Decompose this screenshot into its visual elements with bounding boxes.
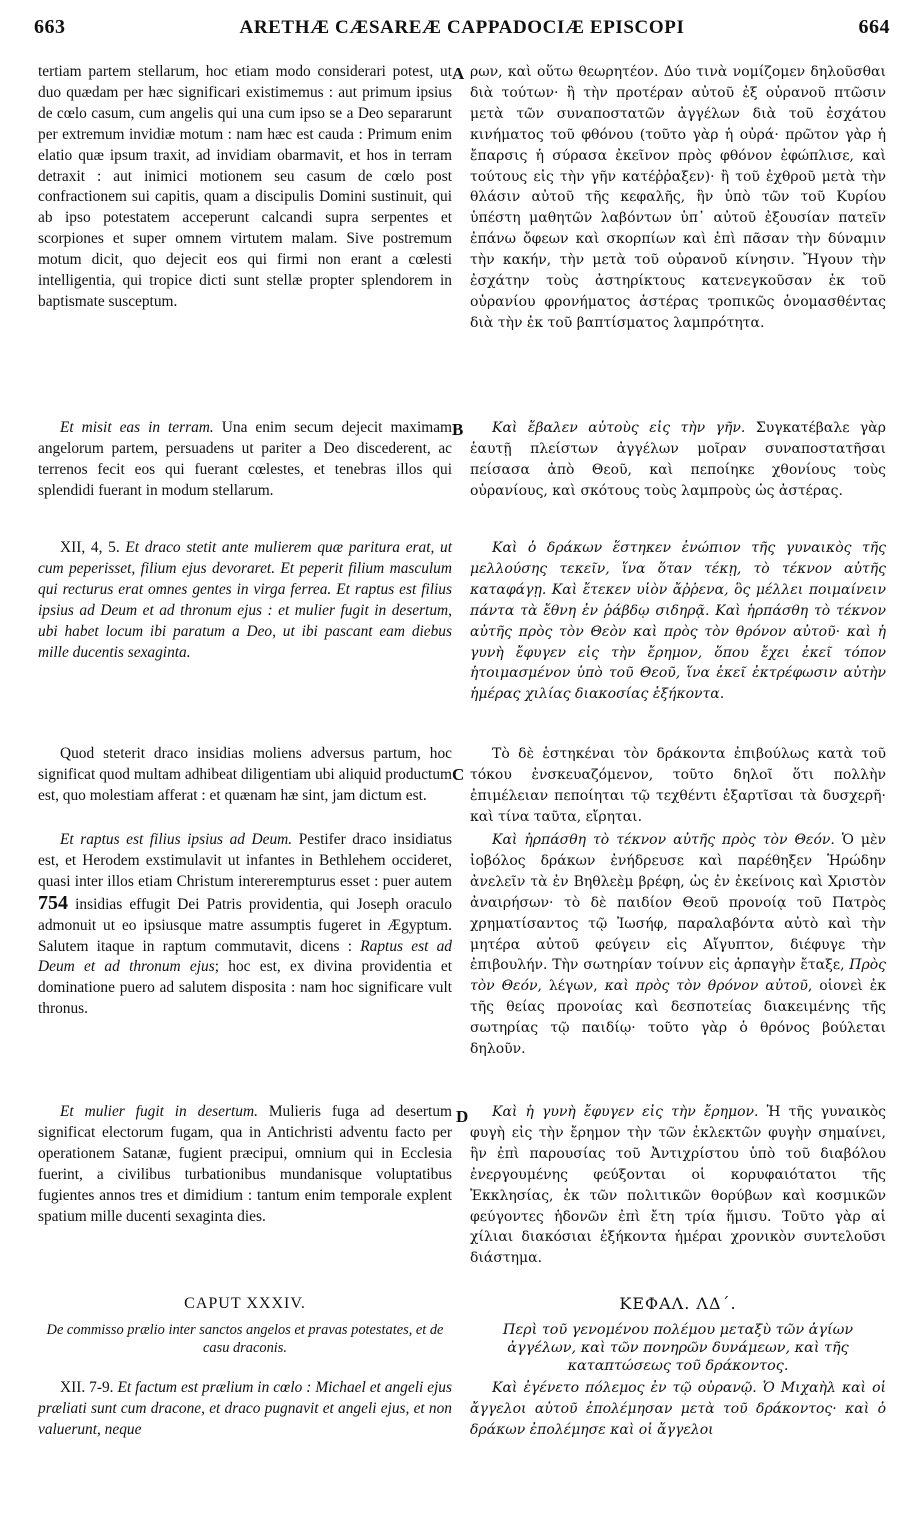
latin-paragraph: tertiam partem stellarum, hoc etiam modo considerari potest, ut duo quædam per hæc significari existimemus : aut primum ipsius de cœlo casum, cum angelis qui una cum ipso se a Deo separarunt per extremum invidiæ motum : nam hæc est cauda : Primum enim elatio quæ ipsum traxit, ad invidiam obarmavit, et hos in terram detraxit : aut inimici motionem seu casum de cœlo post confractionem sui capitis, quam a discipulis Domini sustinuit, qui ab ipso potestatem acceperunt calcandi supra serpentes et scorpiones et super omnem virtutem malam. Sive postremum motum dicit, quo dejecit eos qui firmi non erant a cœlesti intelligentia, qui tropice dicti sunt stellæ propter splendorem in baptismate susceptum.	[38, 63, 452, 310]
latin-verse: XII, 4, 5. Et draco stetit ante mulierem quæ paritura erat, ut cum peperisset, filium ejus devoraret. Et peperit filium masculum qui recturus erat omnes gentes in virga ferrea. Et raptus est filius ipsius ad Deum et ad thronum ejus : et mulier fugit in desertum, ubi habet locum ibi paratum a Deo, ut ibi pascant eam diebus mille ducentis sexaginta.	[38, 539, 452, 661]
page-header	[34, 16, 890, 46]
greek-verse: Καὶ ἐγένετο πόλεμος ἐν τῷ οὐρανῷ. Ὁ Μιχαὴλ καὶ οἱ ἄγγελοι αὐτοῦ ἐπολέμησαν μετὰ τοῦ δράκοντος· καὶ ὁ δράκων ἐπολέμησε καὶ οἱ ἄγγελοι	[470, 1380, 886, 1438]
latin-verse: XII. 7-9. Et factum est prælium in cœlo : Michael et angeli ejus præliati sunt cum dracone, et draco pugnavit et angeli ejus, et non valuerunt, neque	[38, 1379, 452, 1438]
running-title: ARETHÆ CÆSAREÆ CAPPADOCIÆ EPISCOPI	[239, 17, 685, 38]
margin-letter-c: C	[452, 765, 465, 784]
page-number-left: 663	[34, 16, 66, 38]
latin-paragraph: Et misit eas in terram. Una enim secum dejecit maximam angelorum partem, persuadens ut pariter a Deo discederent, ac terrenos fecit eos qui fuerant cœlestes, et tenebras illos qui splendidi fuerant in modum stellarum.	[38, 419, 452, 499]
margin-letter-d: D	[456, 1107, 469, 1126]
page-number-right: 664	[858, 16, 890, 38]
greek-paragraph: Καὶ ἡρπάσθη τὸ τέκνον αὐτῆς πρὸς τὸν Θεόν. Ὁ μὲν ἰοβόλος δράκων ἐνήδρευσε καὶ παρέθηξεν Ἡρώδην ἀνελεῖν τὰ ἐν Βηθλεὲμ βρέφη, ὡς ἐν ἐκείνοις καὶ Χριστὸν ἀναιρήσων· τὸ δὲ παιδίον Θεοῦ προνοίᾳ τοῦ Πατρὸς χρηματίσαντος τῷ Ἰωσήφ, παραλαβόντα αὐτὸ καὶ τὴν μητέρα αὐτοῦ φεύγειν εἰς Αἴγυπτον, διέφυγε τὴν ἐπιβουλήν. Τὴν σωτηρίαν τοίνυν εἰς ἁρπαγὴν ἔταξε, Πρὸς τὸν Θεόν, λέγων, καὶ πρὸς τὸν θρόνον αὐτοῦ, οἱονεὶ ἐκ τῆς θείας προνοίας καὶ δεσποτείας διακειμένης τῆς σωτηρίας τῷ παιδίῳ· τοῦτο γὰρ ὁ θρόνος βούλεται δηλοῦν.	[470, 832, 887, 1058]
latin-paragraph: Et mulier fugit in desertum. Mulieris fuga ad desertum significat electorum fugam, qua in Antichristi adventu facto per operationem Satanæ, fugient præcipui, omnium qui in Ecclesia fuerint, a civilibus turbationibus mundanisque voluptatibus fugientes annos tres et dimidium : tantum enim temporale explent spatium mille ducenti sexaginta dies.	[38, 1103, 452, 1225]
greek-paragraph: Καὶ ἡ γυνὴ ἔφυγεν εἰς τὴν ἔρημον. Ἡ τῆς γυναικὸς φυγὴ εἰς τὴν ἔρημον τὴν τῶν ἐκλεκτῶν φυγὴν σημαίνει, ἣν ἐπὶ παρουσίας τοῦ Ἀντιχρίστου ὑπὸ τοῦ διαβόλου ἐνεργουμένης φεύξονται οἱ κορυφαιότατοι τῆς Ἐκκλησίας, ἐκ τῶν πολιτικῶν θορύβων καὶ κοσμικῶν φεύγοντες ἡδονῶν ἐπὶ ἔτη τρία ἥμισυ. Τοῦτο γὰρ αἱ χίλιαι διακόσιαι ἑξήκοντα ἡμέραι χρονικὸν συντελοῦσι διάστημα.	[470, 1104, 886, 1267]
latin-paragraph: Quod steterit draco insidias moliens adversus partum, hoc significat quod multam adhibeat diligentiam ubi aliquid productum est, quo molestiam afferat : et quænam hæ sint, jam dictum est.	[38, 745, 452, 804]
inline-page-number: 754	[38, 891, 68, 914]
latin-chapter-heading: CAPUT XXXIV. De commisso prælio inter sanctos angelos et pravas potestates, et de casu draconis.	[46, 1295, 444, 1356]
margin-letter-a: A	[452, 64, 465, 83]
greek-paragraph: Καὶ ἔβαλεν αὐτοὺς εἰς τὴν γῆν. Συγκατέβαλε γὰρ ἑαυτῇ πλείστων ἀγγέλων μοῖραν συναποστατῆσαι πείσασα ἀπὸ Θεοῦ, καὶ πεποίηκε χθονίους τοὺς οὐρανίους, καὶ σκότους τοὺς λαμπροὺς ὡς ἀστέρας.	[470, 420, 886, 499]
greek-chapter-heading: ΚΕΦΑΛ. ΛΔ´. Περὶ τοῦ γενομένου πολέμου μεταξὺ τῶν ἁγίων ἀγγέλων, καὶ τῶν πονηρῶν δυνάμεων, καὶ τῆς καταπτώσεως τοῦ δράκοντος.	[502, 1294, 854, 1374]
latin-paragraph: Et raptus est filius ipsius ad Deum. Pestifer draco insidiatus est, et Herodem exstimulavit ut infantes in Bethlehem occideret, quasi inter illos etiam Christum intererempturus esset : puer autem 754 insidias effugit Dei Patris providentia, qui Joseph oraculo admonuit ut eo ipsiusque matre assumptis fugeret in Ægyptum. Salutem itaque in raptum commutavit, dicens : Raptus est ad Deum et ad thronum ejus; hoc est, ex divina providentia et dominatione puero ad salutem disposita : nam hoc significare vult thronus.	[38, 831, 452, 1018]
margin-letter-b: B	[452, 420, 464, 439]
greek-verse: Καὶ ὁ δράκων ἕστηκεν ἐνώπιον τῆς γυναικὸς τῆς μελλούσης τεκεῖν, ἵνα ὅταν τέκῃ, τὸ τέκνον αὐτῆς καταφάγῃ. Καὶ ἔτεκεν υἱὸν ἄῤῥενα, ὃς μέλλει ποιμαίνειν πάντα τὰ ἔθνη ἐν ῥάβδῳ σιδηρᾷ. Καὶ ἡρπάσθη τὸ τέκνον αὐτῆς πρὸς τὸν Θεὸν καὶ πρὸς τὸν θρόνον αὐτοῦ· καὶ ἡ γυνὴ ἔφυγεν εἰς τὴν ἔρημον, ὅπου ἔχει ἐκεῖ τόπον ἡτοιμασμένον ὑπὸ τοῦ Θεοῦ, ἵνα ἐκεῖ ἐκτρέφωσιν αὐτὴν ἡμέρας χιλίας διακοσίας ἑξήκοντα.	[470, 540, 886, 703]
greek-paragraph: ρων, καὶ οὕτω θεωρητέον. Δύο τινὰ νομίζομεν δηλοῦσθαι διὰ τούτων· ἢ τὴν προτέραν αὐτοῦ ἐξ οὐρανοῦ πτῶσιν μετὰ τῶν συναποστατῶν ἀγγέλων διὰ τοῦ ἐσχάτου κινήματος τοῦ φθόνου (τοῦτο γὰρ ἡ οὐρά· πρῶτον γὰρ ἡ ἔπαρσις ἡ σύρασα ἐκεῖνον πρὸς φθόνον ἐφώπλισε, καὶ τούτους εἰς τὴν γῆν κατέῤῥαξεν)· ἢ τοῦ ἐχθροῦ μετὰ τὴν θλάσιν αὐτοῦ τῆς κεφαλῆς, ἣν ὑπὸ τῶν τοῦ Κυρίου ὑπέστη μαθητῶν λαβόντων ὑπ᾿ αὐτοῦ ἐξουσίαν πατεῖν ἐπάνω ὄφεων καὶ σκορπίων καὶ ἐπὶ πᾶσαν τὴν δύναμιν τὴν κακήν, τὴν μετὰ τοῦ οὐρανοῦ κίνησιν. Ἤγουν τὴν ἐσχάτην τοὺς ἀστηρίκτους κατενεγκοῦσαν ἐκ τοῦ οὐρανίου φρονήματος ἀστέρας τροπικῶς ὀνομασθέντας διὰ τὴν ἐκ τοῦ βαπτίσματος λαμπρότητα.	[470, 64, 886, 331]
greek-paragraph: Τὸ δὲ ἑστηκέναι τὸν δράκοντα ἐπιβούλως κατὰ τοῦ τόκου ἐνσκευαζόμενον, τοῦτο δηλοῖ ὅτι πολλὴν ἐπιμέλειαν πεποίηται τῷ τεχθέντι ἐξαρτῖσαι τὰ δυσχερῆ· καὶ τίνα ταῦτα, εἴρηται.	[470, 746, 886, 825]
